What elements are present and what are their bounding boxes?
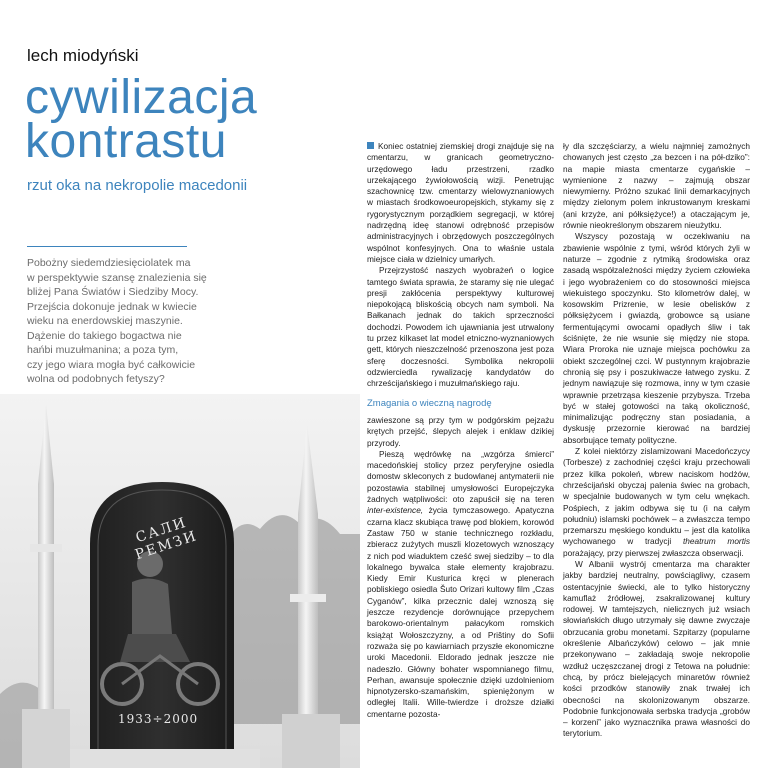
- emphasis: theatrum mortis: [682, 536, 750, 547]
- paragraph-cont: życia tymczasowego. Apatyczna czarna klacz skubiąca trawę pod blokiem, korowód Zastaw 750 w stanie technicznego rozkładu, zbieracz zużytych muszli klozetowych wznoszący z nich pod wiaduktem cześć swej siedziby – to dla lokalnego bywalca stałe elementy krajobrazu. Kiedy Emir Kusturica kręci w plenerach pobliskiego osiedla Šuto Orizari kultowy film „Czas Cyganów”, kilka przecznic dalej wznoszą się jeszcze rezydencje dorównujące przepychem barokowo-orientalnym pałacykom romskich książąt Wołoszczyzny, a od Prištiny do Sofii rozważa się po kawiarniach przyszłe ekonomiczne uroki Macedonii. Eldorado jednak jeszcze nie nadeszło. Główny bohater wspomnianego filmu, Perhan, awansuje społecznie dzięki uzdolnieniom hipnotyzersko-szamańskim, spieniężonym w odległej Italii. Wille-twierdze i droższe działki cmentarne pozosta-: [367, 505, 554, 719]
- paragraph: Pieszą wędrówkę na „wzgórza śmierci” macedońskiej stolicy przez peryferyjne osiedla domostw skleconych z budowlanej antymaterii nie pozostawia stabilnej umysłowości Europejczyka żadnych wątpliwości: oto zapuścił się na teren: [367, 448, 554, 505]
- lead-line: wolna od podobnych fetyszy?: [27, 373, 165, 385]
- lead-line: bliżej Pana Światów i Siedziby Mocy.: [27, 286, 199, 298]
- section-marker: [367, 142, 374, 149]
- article-column-1: [367, 141, 554, 390]
- lead-line: wieku na enerdowskiej maszynie.: [27, 315, 183, 327]
- lead-line: Dążenie do takiego bogactwa nie: [27, 329, 182, 342]
- title-line-1: cywilizacja: [25, 71, 258, 124]
- lead-line: hańbi muzułmanina; a poza tym,: [27, 344, 179, 356]
- lead-line: czy jego wiara mogła być całkowicie: [27, 358, 196, 371]
- article-column-1-continued: [367, 415, 554, 720]
- author-name: lech miodyński: [27, 46, 139, 65]
- paragraph: ły dla szczęściarzy, a wielu najmniej zamożnych chowanych jest często „za bezcen i na pół-dziko”: na mapie miasta cmentarze cygańskie – wymienione z nazwy – zajmują obszar niewymierny. Próżno szukać linii demarkacyjnych między zielonym polem inkrustowanym kreskami (ani krzyże, ani półksiężyce!) a otaczającym je, równie nieokreślonym obszarem nieużytku.: [563, 141, 750, 231]
- lead-line: w perspektywie szansę znalezienia się: [27, 271, 207, 284]
- title-line-2: kontrastu: [25, 115, 227, 168]
- paragraph: W Albanii wystrój cmentarza ma charakter jakby bardziej neutralny, powściągliwy, czasem ostentacyjnie świecki, ale to tylko historyczny kamuflaż źródłowej, zsakralizowanej kultury rodowej. W tamtejszych, nielicznych już wsiach słowiańskich długo utrzymały się dawne zwyczaje obrzucania grobu monetami. Szpitarzy (popularne określenie Albańczyków) celowo – jak mnie przekonywano – zakładają swoje nekropolie wzdłuż uczęszczanej drogi z Tetowa na południe: chcą, by prócz bielejących minaretów również kości przodków stanowiły znak trwałej ich obecności na skolonizowanym obszarze. Podobnie funkcjonowała serbska tradycja „grobów – korzeni” jako wyznacznika prawa własności do terytorium.: [563, 558, 750, 739]
- paragraph: zawieszone są przy tym w podgórskim pejzażu krętych przejść, ślepych alejek i enklaw dzikiej przyrody.: [367, 415, 554, 448]
- lead-paragraph: [27, 256, 207, 387]
- article-subtitle: rzut oka na nekropolie macedonii: [27, 177, 248, 194]
- paragraph: Przejrzystość naszych wyobrażeń o logice tamtego świata sprawia, że staramy się nie ulegać presji zakłócenia perspektywy kulturowej niepokojącą bliskością obcych nam symboli. Na Bałkanach jednak do takich sprzeczności dochodzi. Powodem ich ujawniania jest utrwalony tu przez kilkaset lat model etniczno-wyznaniowych gett, których nieszczelność przenoszona jest poza sferę doczesności. Symbolika nekropolii odzwierciedla rywalizację kandydatów do chrześcijańskiego i muzułmańskiego raju.: [367, 265, 554, 389]
- paragraph-cont: porażający, przy pierwszej zwłaszcza obserwacji.: [563, 547, 744, 558]
- tombstone-photo: [0, 394, 360, 768]
- lead-divider: [27, 246, 187, 247]
- section-subhead: Zmagania o wieczną nagrodę: [367, 398, 492, 409]
- paragraph: Wszyscy pozostają w oczekiwaniu na zbawienie wspólnie z tymi, wśród których żyli w naturze – zgodnie z rytmiką środowiska oraz zasadą współzależności między życiem człowieka i jego wyobrażeniem co do stosowności miejsca wiekuistego spoczynku. Sto kilometrów dalej, w kosowskim Prizrenie, w lesie obelisków z półksiężycem i gwiazdą, grobowce są usiane fermentującymi owocami opadłych śliw i tak ściśnięte, że nie wsunie się między nie stopa. Wiara Proroka nie uznaje miejsca pochówku za obiekt szczególnej czci. W pustynnym krajobrazie chronią się psy i poszukiwacze łatwego zysku. Z jednym nawiązuje się rozmowa, inny w tym czasie wprawnie przetrząsa kieszenie przybysza. Trzeba być w stałej gotowości na taką okoliczność, minimalizując podręczny stan posiadania, a dyskusję przezornie kierować na bardziej absorbujące tematy polityczne.: [563, 231, 750, 445]
- tombstone-years: 1933÷2000: [118, 712, 199, 726]
- lead-line: Pobożny siedemdziesięciolatek ma: [27, 257, 191, 269]
- paragraph: Koniec ostatniej ziemskiej drogi znajduje się na cmentarzu, w granicach geometryczno-urzędowego ładu przestrzeni, rzadko urzekającego żywiołowością wizji. Penetrując szachownicę tzw. cmentarzy wielowyznaniowych w miastach środkowoeuropejskich, stykamy się z rygorystycznym porządkiem segregacji, w której nadrzędną ideę stanowi odrębność przepisów administracyjnych i obrzędowych poszczególnych wspólnot konfesyjnych. Ona to właśnie ustala miejsce ciała w dzielnicy umarłych.: [367, 141, 554, 264]
- emphasis: inter-existence,: [367, 505, 424, 516]
- article-title: [25, 71, 258, 168]
- tombstone-name: САЛИ РЕМЗИ: [133, 514, 200, 564]
- paragraph: Z kolei niektórzy zislamizowani Macedończycy (Torbesze) z zachodniej części kraju przechowali przez kilka pokoleń, wbrew naciskom hodżów, chrześcijański obyczaj palenia świec na grobach, w specjalnie budowanych w tym celu wnękach. Pośpiech, z jakim odbywa się tu (i na całym południu) islamski pochówek – a zwłaszcza tempo przemarszu męskiego konduktu – jest dla katolika wychowanego w tradycji: [563, 446, 750, 547]
- article-column-2: [563, 141, 750, 740]
- lead-line: Przejścia dokonuje jednak w kwiecie: [27, 300, 197, 313]
